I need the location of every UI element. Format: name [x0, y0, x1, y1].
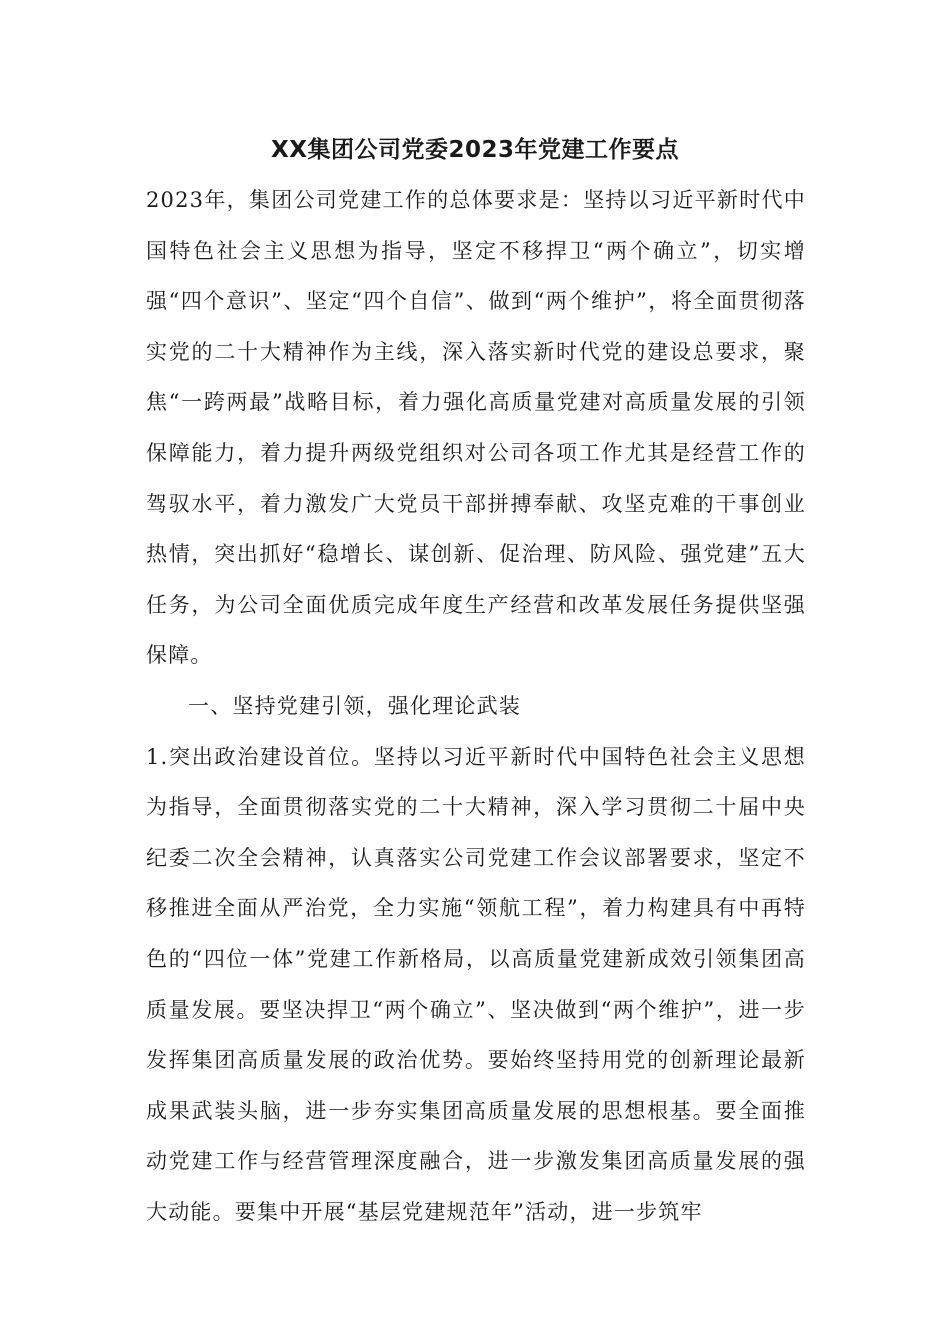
- document-body: [146, 175, 806, 1237]
- item-paragraph-1: 1.突出政治建设首位。坚持以习近平新时代中国特色社会主义思想为指导，全面贯彻落实党的二十大精神，深入学习贯彻二十届中央纪委二次全会精神，认真落实公司党建工作会议部署要求，坚定不移推进全面从严治党，全力实施“领航工程”，着力构建具有中再特色的“四位一体”党建工作新格局，以高质量党建新成效引领集团高质量发展。要坚决捍卫“两个确立”、坚决做到“两个维护”，进一步发挥集团高质量发展的政治优势。要始终坚持用党的创新理论最新成果武装头脑，进一步夯实集团高质量发展的思想根基。要全面推动党建工作与经营管理深度融合，进一步激发集团高质量发展的强大动能。要集中开展“基层党建规范年”活动，进一步筑牢: [146, 744, 806, 1224]
- document-title: XX集团公司党委2023年党建工作要点: [271, 137, 679, 163]
- section-heading-1: 一、坚持党建引领，强化理论武装: [188, 693, 521, 718]
- intro-paragraph: 2023年，集团公司党建工作的总体要求是：坚持以习近平新时代中国特色社会主义思想为指导，坚定不移捍卫“两个确立”，切实增强“四个意识”、坚定“四个自信”、做到“两个维护”，将全面贯彻落实党的二十大精神作为主线，深入落实新时代党的建设总要求，聚焦“一跨两最”战略目标，着力强化高质量党建对高质量发展的引领保障能力，着力提升两级党组织对公司各项工作尤其是经营工作的驾驭水平，着力激发广大党员干部拼搏奉献、攻坚克难的干事创业热情，突出抓好“稳增长、谋创新、促治理、防风险、强党建”五大任务，为公司全面优质完成年度生产经营和改革发展任务提供坚强保障。: [146, 188, 806, 668]
